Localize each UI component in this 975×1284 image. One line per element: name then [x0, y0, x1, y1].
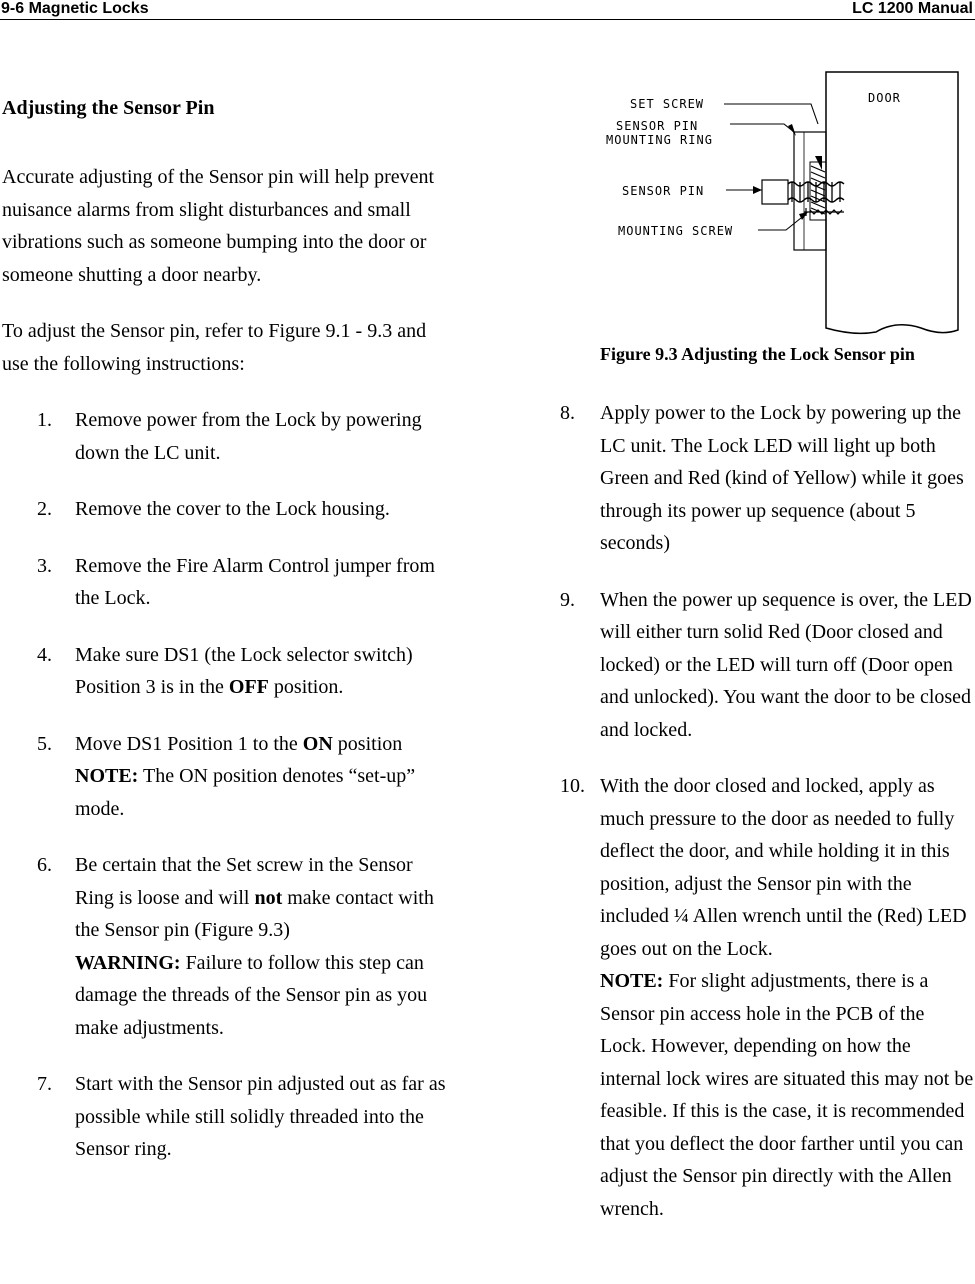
- sensor-pin-head: [762, 180, 788, 204]
- steps-list-left: [2, 404, 454, 1166]
- step-text: Remove the Fire Alarm Control jumper from the Lock.: [75, 554, 435, 609]
- step-4: [2, 639, 454, 704]
- left-column: [2, 92, 454, 1190]
- step-emphasis: OFF: [228, 676, 269, 698]
- step-10: [560, 770, 975, 1225]
- step-7: [2, 1068, 454, 1166]
- step-text: When the power up sequence is over, the LED will either turn solid Red (Door closed and locked) or the LED will turn off (Door open and unlocked). You want the door to be closed and locked.: [600, 588, 972, 741]
- step-3: [2, 550, 454, 615]
- note-label: NOTE:: [600, 970, 664, 992]
- step-9: [560, 584, 975, 747]
- section-title: Adjusting the Sensor Pin: [2, 97, 215, 119]
- step-number: 6.: [37, 854, 52, 876]
- step-text: Start with the Sensor pin adjusted out as far as possible while still solidly threaded into the Sensor ring.: [75, 1073, 446, 1160]
- figure-sensor-pin-diagram: [596, 62, 971, 340]
- step-text: Remove power from the Lock by powering down the LC unit.: [75, 409, 422, 464]
- sensor-pin-threads: [788, 182, 844, 202]
- figure-caption: Figure 9.3 Adjusting the Lock Sensor pin: [600, 344, 915, 364]
- step-text-continued: position.: [268, 676, 344, 698]
- ring-threads: [811, 166, 825, 214]
- page-header: [0, 0, 975, 20]
- label-mounting-screw: MOUNTING SCREW: [618, 224, 734, 238]
- step-text: With the door closed and locked, apply as much pressure to the door as needed to fully deflect the door, and while holding it in this position, adjust the Sensor pin with the included ¼ Allen wrench until the (Red) LED goes out on the Lock.: [600, 775, 967, 960]
- door-outline: [826, 72, 958, 333]
- step-number: 3.: [37, 554, 52, 577]
- note-text: The ON position denotes “set-up” mode.: [75, 765, 416, 820]
- step-number: 2.: [37, 498, 52, 520]
- step-number: 8.: [560, 402, 575, 424]
- label-sensor-pin: SENSOR PIN: [622, 184, 705, 198]
- step-text: Remove the cover to the Lock housing.: [75, 498, 390, 520]
- step-6: [2, 849, 454, 1044]
- step-text: Apply power to the Lock by powering up the LC unit. The Lock LED will light up both Green and Red (kind of Yellow) while it goes through its power up sequence (about 5 seconds): [600, 402, 964, 554]
- steps-list-right: [560, 397, 975, 1225]
- warning-label: WARNING:: [75, 951, 181, 974]
- step-text: Make sure DS1 (the Lock selector switch) Position 3 is in the: [75, 643, 413, 698]
- label-ring-line2: MOUNTING RING: [606, 133, 713, 147]
- intro-paragraph: Accurate adjusting of the Sensor pin will help prevent nuisance alarms from slight disturbances and small vibrations such as someone bumping into the door or someone shutting a door nearby.: [2, 166, 435, 286]
- step-text: Move DS1 Position 1 to the: [75, 732, 303, 755]
- label-set-screw: SET SCREW: [630, 97, 705, 111]
- step-number: 5.: [37, 732, 52, 755]
- step-emphasis: not: [254, 886, 283, 909]
- label-door: DOOR: [868, 91, 901, 105]
- warning-text: Failure to follow this step can damage the threads of the Sensor pin as you make adjustments.: [75, 951, 428, 1039]
- instructions-lead-paragraph: To adjust the Sensor pin, refer to Figure 9.1 - 9.3 and use the following instructions:: [2, 320, 427, 375]
- sensor-pin-diagram: [596, 62, 971, 340]
- step-text: Be certain that the Set screw in the Sensor Ring is loose and will: [75, 854, 413, 909]
- step-number: 7.: [37, 1073, 52, 1095]
- note-label: NOTE:: [75, 765, 139, 787]
- step-number: 1.: [37, 409, 52, 431]
- step-text-continued: position: [332, 732, 403, 755]
- step-text-continued: make contact with the Sensor pin (Figure 9.3): [75, 886, 434, 941]
- right-column: [560, 397, 975, 1249]
- step-1: [2, 404, 454, 469]
- step-2: [2, 493, 454, 526]
- step-8: [560, 397, 975, 560]
- note-text: For slight adjustments, there is a Sensor pin access hole in the PCB of the Lock. However, depending on how the internal lock wires are situated this may not be feasible. If this is the case, it is recommended that you deflect the door farther until you can adjust the Sensor pin directly with the Allen wrench.: [600, 970, 974, 1220]
- step-5: [2, 728, 454, 826]
- step-number: 9.: [560, 588, 575, 611]
- header-section-title: 9-6 Magnetic Locks: [1, 0, 149, 17]
- step-emphasis: ON: [302, 732, 333, 755]
- header-manual-title: LC 1200 Manual: [852, 0, 973, 17]
- step-number: 10.: [560, 775, 585, 797]
- label-ring-line1: SENSOR PIN: [616, 119, 699, 133]
- step-number: 4.: [37, 643, 52, 666]
